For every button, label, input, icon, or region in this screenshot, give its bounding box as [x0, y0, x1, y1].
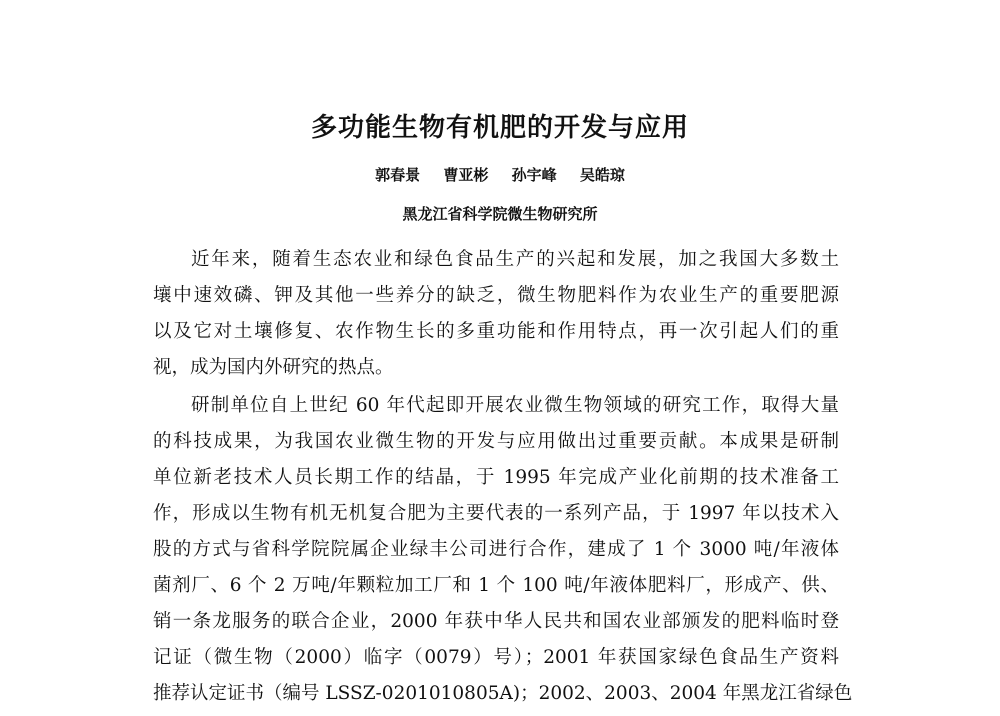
body-text-line: 的科技成果，为我国农业微生物的开发与应用做出过重要贡献。本成果是研制	[153, 431, 839, 452]
body-text-line: 视，成为国内外研究的热点。	[153, 357, 394, 378]
body-text-line: 以及它对土壤修复、农作物生长的多重功能和作用特点，再一次引起人们的重	[153, 321, 839, 342]
author-name: 孙宇峰	[511, 166, 557, 184]
body-text-line: 股的方式与省科学院院属企业绿丰公司进行合作，建成了 1 个 3000 吨/年液体	[153, 539, 839, 560]
paper-title: 多功能生物有机肥的开发与应用	[310, 113, 689, 143]
author-list	[0, 164, 1000, 186]
body-text-line: 研制单位自上世纪 60 年代起即开展农业微生物领域的研究工作，取得大量	[191, 395, 839, 416]
author-name: 曹亚彬	[443, 166, 489, 184]
body-text-line: 作，形成以生物有机无机复合肥为主要代表的一系列产品，于 1997 年以技术入	[153, 503, 839, 524]
body-text-line: 近年来，随着生态农业和绿色食品生产的兴起和发展，加之我国大多数土	[191, 249, 839, 270]
author-affiliation: 黑龙江省科学院微生物研究所	[402, 205, 598, 223]
body-text-line: 单位新老技术人员长期工作的结晶，于 1995 年完成产业化前期的技术准备工	[153, 467, 839, 488]
author-name: 郭春景	[375, 166, 421, 184]
body-text-line: 壤中速效磷、钾及其他一些养分的缺乏，微生物肥料作为农业生产的重要肥源	[153, 285, 839, 306]
author-name: 吴皓琼	[579, 166, 625, 184]
body-text-line: 菌剂厂、6 个 2 万吨/年颗粒加工厂和 1 个 100 吨/年液体肥料厂，形成产、供、	[153, 575, 839, 596]
body-text-line: 记证（微生物（2000）临字（0079）号）；2001 年获国家绿色食品生产资料	[153, 647, 839, 668]
body-text-line: 推荐认定证书（编号 LSSZ-0201010805A)；2002、2003、2004 年黑龙江省绿色	[153, 683, 853, 704]
body-text-line: 销一条龙服务的联合企业，2000 年获中华人民共和国农业部颁发的肥料临时登	[153, 611, 839, 632]
